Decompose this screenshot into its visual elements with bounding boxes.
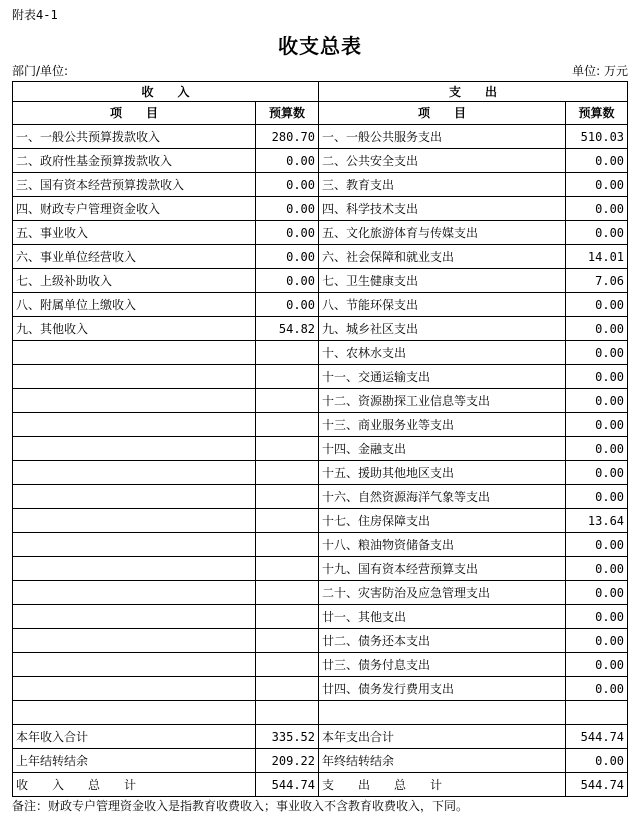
income-budget-cell: 0.00	[256, 293, 319, 317]
expense-item-cell: 七、卫生健康支出	[319, 269, 566, 293]
table-row	[13, 269, 628, 293]
income-budget-cell: 335.52	[256, 725, 319, 749]
expense-item-cell: 二十、灾害防治及应急管理支出	[319, 581, 566, 605]
income-item-cell	[13, 437, 256, 461]
income-budget-cell	[256, 341, 319, 365]
income-item-cell	[13, 701, 256, 725]
expense-budget-cell: 0.00	[566, 365, 628, 389]
expense-item-header: 项 目	[319, 102, 566, 125]
expense-item-cell: 年终结转结余	[319, 749, 566, 773]
expense-item-cell: 十八、粮油物资储备支出	[319, 533, 566, 557]
expense-item-cell: 一、一般公共服务支出	[319, 125, 566, 149]
expense-item-cell: 六、社会保障和就业支出	[319, 245, 566, 269]
expense-item-cell: 九、城乡社区支出	[319, 317, 566, 341]
income-item-cell: 四、财政专户管理资金收入	[13, 197, 256, 221]
expense-budget-cell: 0.00	[566, 749, 628, 773]
expense-item-cell: 廿二、债务还本支出	[319, 629, 566, 653]
table-row	[13, 221, 628, 245]
table-row	[13, 701, 628, 725]
table-row	[13, 149, 628, 173]
income-budget-cell: 0.00	[256, 269, 319, 293]
expense-budget-cell: 0.00	[566, 437, 628, 461]
income-item-cell: 上年结转结余	[13, 749, 256, 773]
table-row	[13, 485, 628, 509]
section-header-row	[13, 82, 628, 102]
income-budget-cell	[256, 389, 319, 413]
expense-item-cell: 支 出 总 计	[319, 773, 566, 797]
income-item-cell	[13, 605, 256, 629]
expense-item-cell: 十四、金融支出	[319, 437, 566, 461]
footnote: 备注：财政专户管理资金收入是指教育收费收入；事业收入不含教育收费收入，下同。	[12, 799, 469, 813]
table-row	[13, 461, 628, 485]
expense-budget-cell: 0.00	[566, 533, 628, 557]
expense-budget-header: 预算数	[566, 102, 628, 125]
expense-budget-cell: 0.00	[566, 413, 628, 437]
expense-budget-cell: 0.00	[566, 677, 628, 701]
expense-item-cell: 十二、资源勘探工业信息等支出	[319, 389, 566, 413]
table-row	[13, 293, 628, 317]
income-item-cell: 六、事业单位经营收入	[13, 245, 256, 269]
expense-item-cell: 廿四、债务发行费用支出	[319, 677, 566, 701]
expense-item-cell: 十六、自然资源海洋气象等支出	[319, 485, 566, 509]
expense-budget-cell: 544.74	[566, 773, 628, 797]
expense-item-cell: 廿一、其他支出	[319, 605, 566, 629]
table-row	[13, 365, 628, 389]
income-item-cell	[13, 485, 256, 509]
income-item-cell	[13, 557, 256, 581]
income-item-cell: 七、上级补助收入	[13, 269, 256, 293]
table-row	[13, 173, 628, 197]
income-budget-cell: 0.00	[256, 173, 319, 197]
table-row	[13, 125, 628, 149]
income-item-cell	[13, 461, 256, 485]
expense-item-cell: 十三、商业服务业等支出	[319, 413, 566, 437]
income-item-cell: 本年收入合计	[13, 725, 256, 749]
expense-budget-cell: 0.00	[566, 605, 628, 629]
expense-budget-cell: 0.00	[566, 221, 628, 245]
unit-label: 单位: 万元	[572, 64, 628, 78]
income-budget-cell	[256, 485, 319, 509]
income-budget-cell	[256, 677, 319, 701]
expense-item-cell: 十七、住房保障支出	[319, 509, 566, 533]
income-budget-cell: 0.00	[256, 149, 319, 173]
column-header-row	[13, 102, 628, 125]
table-row	[13, 581, 628, 605]
income-budget-cell: 0.00	[256, 197, 319, 221]
expense-budget-cell: 0.00	[566, 629, 628, 653]
income-item-cell	[13, 365, 256, 389]
expense-item-cell: 四、科学技术支出	[319, 197, 566, 221]
income-budget-cell	[256, 557, 319, 581]
table-row	[13, 317, 628, 341]
income-item-cell: 收 入 总 计	[13, 773, 256, 797]
income-budget-cell: 54.82	[256, 317, 319, 341]
income-budget-cell	[256, 701, 319, 725]
expense-budget-cell: 0.00	[566, 461, 628, 485]
income-item-cell	[13, 581, 256, 605]
income-budget-cell	[256, 509, 319, 533]
income-expense-table	[12, 81, 628, 797]
income-budget-cell: 0.00	[256, 245, 319, 269]
income-budget-cell	[256, 365, 319, 389]
table-row	[13, 341, 628, 365]
expense-budget-cell: 0.00	[566, 173, 628, 197]
table-row	[13, 437, 628, 461]
attachment-label: 附表4-1	[12, 8, 58, 22]
table-row	[13, 629, 628, 653]
expense-item-cell: 十九、国有资本经营预算支出	[319, 557, 566, 581]
expense-section-header: 支 出	[319, 82, 628, 102]
table-row	[13, 557, 628, 581]
expense-budget-cell: 0.00	[566, 341, 628, 365]
expense-budget-cell: 0.00	[566, 485, 628, 509]
income-item-cell: 三、国有资本经营预算拨款收入	[13, 173, 256, 197]
expense-item-cell: 十五、援助其他地区支出	[319, 461, 566, 485]
income-budget-cell	[256, 653, 319, 677]
table-row	[13, 725, 628, 749]
income-budget-cell: 209.22	[256, 749, 319, 773]
income-item-cell	[13, 509, 256, 533]
income-budget-cell	[256, 533, 319, 557]
income-item-cell	[13, 389, 256, 413]
expense-budget-cell: 0.00	[566, 293, 628, 317]
income-budget-cell	[256, 413, 319, 437]
income-item-cell: 五、事业收入	[13, 221, 256, 245]
expense-budget-cell: 0.00	[566, 197, 628, 221]
expense-budget-cell: 0.00	[566, 149, 628, 173]
expense-item-cell: 八、节能环保支出	[319, 293, 566, 317]
expense-budget-cell: 0.00	[566, 581, 628, 605]
income-budget-cell	[256, 605, 319, 629]
table-row	[13, 749, 628, 773]
income-item-cell	[13, 653, 256, 677]
income-budget-cell	[256, 581, 319, 605]
expense-budget-cell: 0.00	[566, 557, 628, 581]
income-item-cell	[13, 677, 256, 701]
table-row	[13, 677, 628, 701]
income-item-cell: 一、一般公共预算拨款收入	[13, 125, 256, 149]
income-item-cell: 二、政府性基金预算拨款收入	[13, 149, 256, 173]
expense-item-cell	[319, 701, 566, 725]
expense-budget-cell: 0.00	[566, 653, 628, 677]
table-row	[13, 605, 628, 629]
income-budget-cell: 280.70	[256, 125, 319, 149]
income-section-header: 收 入	[13, 82, 319, 102]
expense-budget-cell: 544.74	[566, 725, 628, 749]
expense-item-cell: 五、文化旅游体育与传媒支出	[319, 221, 566, 245]
expense-budget-cell	[566, 701, 628, 725]
income-budget-cell	[256, 629, 319, 653]
department-label: 部门/单位:	[12, 64, 69, 78]
table-row	[13, 245, 628, 269]
expense-item-cell: 廿三、债务付息支出	[319, 653, 566, 677]
table-row	[13, 413, 628, 437]
expense-budget-cell: 7.06	[566, 269, 628, 293]
table-row	[13, 389, 628, 413]
income-item-cell	[13, 629, 256, 653]
expense-budget-cell: 0.00	[566, 389, 628, 413]
expense-item-cell: 十一、交通运输支出	[319, 365, 566, 389]
table-row	[13, 197, 628, 221]
income-budget-cell	[256, 461, 319, 485]
expense-budget-cell: 0.00	[566, 317, 628, 341]
page-title: 收支总表	[278, 34, 362, 58]
income-item-cell	[13, 341, 256, 365]
income-budget-cell	[256, 437, 319, 461]
income-budget-cell: 0.00	[256, 221, 319, 245]
expense-item-cell: 二、公共安全支出	[319, 149, 566, 173]
expense-budget-cell: 13.64	[566, 509, 628, 533]
expense-item-cell: 十、农林水支出	[319, 341, 566, 365]
income-item-cell: 八、附属单位上缴收入	[13, 293, 256, 317]
table-row	[13, 533, 628, 557]
income-budget-cell: 544.74	[256, 773, 319, 797]
income-item-cell	[13, 413, 256, 437]
table-row	[13, 773, 628, 797]
expense-budget-cell: 14.01	[566, 245, 628, 269]
table-row	[13, 653, 628, 677]
expense-item-cell: 三、教育支出	[319, 173, 566, 197]
expense-item-cell: 本年支出合计	[319, 725, 566, 749]
income-item-cell	[13, 533, 256, 557]
income-item-cell: 九、其他收入	[13, 317, 256, 341]
expense-budget-cell: 510.03	[566, 125, 628, 149]
income-budget-header: 预算数	[256, 102, 319, 125]
table-row	[13, 509, 628, 533]
income-item-header: 项 目	[13, 102, 256, 125]
